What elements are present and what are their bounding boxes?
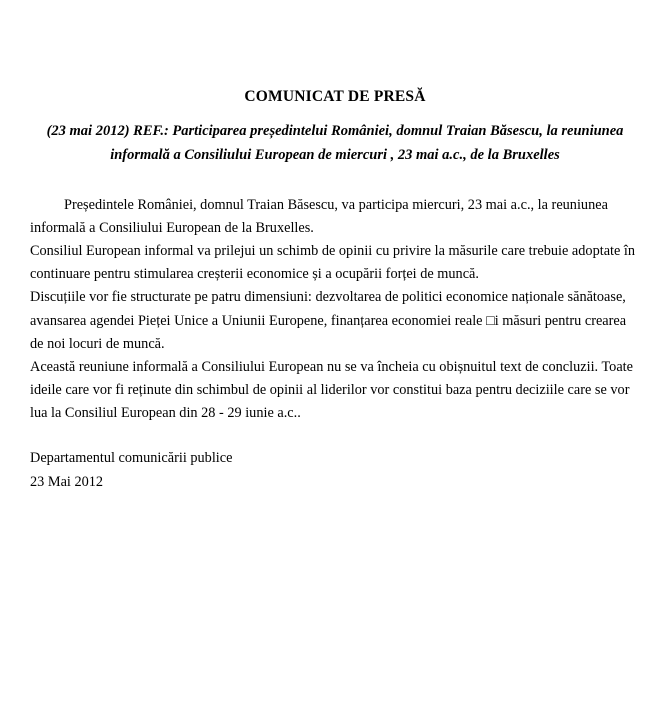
- signature-block: [30, 447, 640, 493]
- body-paragraph: Președintele României, domnul Traian Băsescu, va participa miercuri, 23 mai a.c., la reuniunea informală a Consiliului European de la Bruxelles.: [30, 196, 608, 236]
- document-body: [30, 194, 640, 426]
- page-title: COMUNICAT DE PRESĂ: [244, 88, 426, 105]
- body-paragraph: Consiliul European informal va prilejui un schimb de opinii cu privire la măsurile care trebuie adoptate în continuare pentru stimularea creșterii economice și a ocupării forței de muncă.: [30, 243, 636, 283]
- signature-date: 23 Mai 2012: [30, 473, 104, 490]
- document-subtitle: (23 mai 2012) REF.: Participarea președintelui României, domnul Traian Băsescu, la reuniunea informală a Consiliului European de miercuri , 23 mai a.c., de la Bruxelles: [46, 123, 624, 163]
- body-paragraph: Această reuniune informală a Consiliului European nu se va încheia cu obișnuitul text de concluzii. Toate ideile care vor fi reținute din schimbul de opinii al liderilor vor constitui baza pentru deciziile care se vor lua la Consiliul European din 28 - 29 iunie a.c..: [30, 358, 633, 422]
- body-paragraph: Discuțiile vor fie structurate pe patru dimensiuni: dezvoltarea de politici economice naționale sănătoase, avansarea agendei Pieței Unice a Uniunii Europene, finanțarea economiei reale □i măsuri pentru crearea de noi locuri de muncă.: [30, 289, 627, 352]
- signature-department: Departamentul comunicării publice: [30, 450, 233, 467]
